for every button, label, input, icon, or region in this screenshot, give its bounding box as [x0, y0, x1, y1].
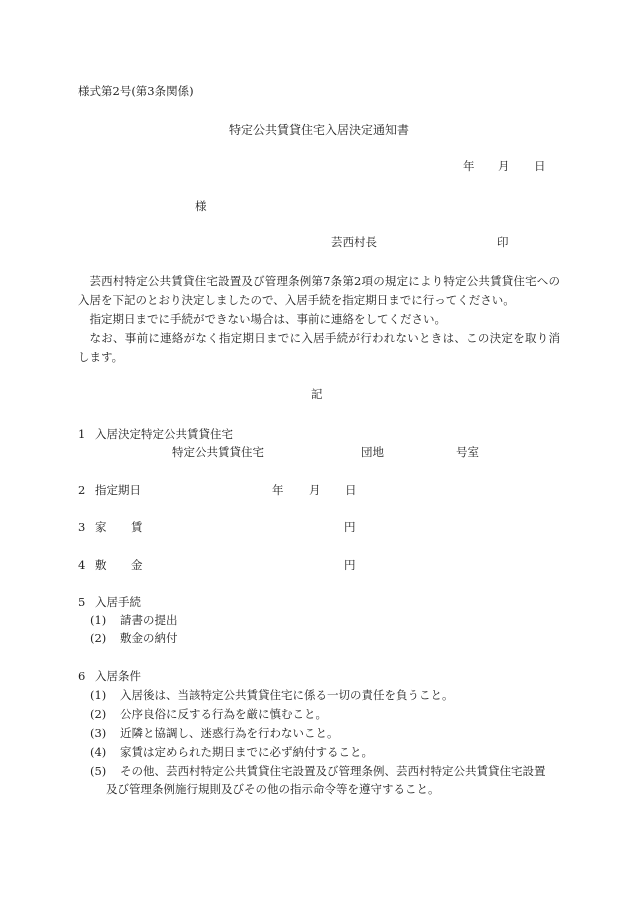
- ki-heading: 記: [311, 387, 323, 401]
- form-label: 様式第2号(第3条関係): [78, 84, 194, 98]
- housing-type: 特定公共賃貸住宅: [172, 445, 264, 459]
- condition-4-number: (4): [90, 745, 107, 759]
- rent-yen-label: 円: [344, 520, 356, 534]
- procedure-1-number: (1): [90, 613, 107, 627]
- item-4-label-b: 金: [131, 558, 143, 572]
- seal-mark: 印: [497, 235, 509, 249]
- condition-5-text-continued: 及び管理条例施行規則及びその他の指示命令等を遵守すること。: [106, 782, 440, 796]
- body-paragraph: 芸西村特定公共賃貸住宅設置及び管理条例第7条第2項の規定により特定公共賃貸住宅への入居を下記のとおり決定しましたので、入居手続を指定期日までに行ってください。: [78, 274, 560, 307]
- condition-3-number: (3): [90, 726, 107, 740]
- condition-5-text: その他、芸西村特定公共賃貸住宅設置及び管理条例、芸西村特定公共賃貸住宅設置: [120, 764, 546, 778]
- body-paragraph: なお、事前に連絡がなく指定期日までに入居手続が行われないときは、この決定を取り消します。: [78, 331, 560, 364]
- due-day-label: 日: [345, 483, 357, 497]
- item-2-label: 指定期日: [95, 483, 141, 497]
- condition-2-number: (2): [90, 707, 107, 721]
- item-3-number: 3: [78, 520, 86, 534]
- document-title: 特定公共賃貸住宅入居決定通知書: [229, 123, 410, 137]
- due-year-label: 年: [272, 483, 284, 497]
- danchi-label: 団地: [361, 445, 384, 459]
- recipient-suffix: 様: [195, 199, 207, 213]
- item-2-number: 2: [78, 483, 86, 497]
- item-5-label: 入居手続: [95, 595, 141, 609]
- item-6-number: 6: [78, 669, 86, 683]
- condition-1-number: (1): [90, 688, 107, 702]
- deposit-yen-label: 円: [344, 558, 356, 572]
- item-6-label: 入居条件: [95, 669, 141, 683]
- body-text: [78, 272, 560, 367]
- item-1-number: 1: [78, 427, 86, 441]
- item-3-label-a: 家: [95, 520, 107, 534]
- item-4-number: 4: [78, 558, 86, 572]
- condition-5-number: (5): [90, 764, 107, 778]
- procedure-1-text: 請書の提出: [120, 613, 178, 627]
- condition-2-text: 公序良俗に反する行為を厳に慎むこと。: [120, 707, 327, 721]
- item-1-label: 入居決定特定公共賃貸住宅: [95, 427, 233, 441]
- condition-3-text: 近隣と協調し、迷惑行為を行わないこと。: [120, 726, 339, 740]
- body-paragraph: 指定期日までに手続ができない場合は、事前に連絡をしてください。: [89, 312, 446, 326]
- item-5-number: 5: [78, 595, 86, 609]
- due-month-label: 月: [309, 483, 321, 497]
- room-label: 号室: [456, 445, 479, 459]
- issuer-name: 芸西村長: [331, 235, 377, 249]
- item-3-label-b: 賃: [131, 520, 143, 534]
- procedure-2-number: (2): [90, 631, 107, 645]
- procedure-2-text: 敷金の納付: [120, 631, 178, 645]
- condition-1-text: 入居後は、当該特定公共賃貸住宅に係る一切の責任を負うこと。: [120, 688, 454, 702]
- condition-4-text: 家賃は定められた期日までに必ず納付すること。: [120, 745, 373, 759]
- date-month-label: 月: [498, 159, 510, 173]
- date-year-label: 年: [463, 159, 475, 173]
- date-day-label: 日: [534, 159, 546, 173]
- item-4-label-a: 敷: [95, 558, 107, 572]
